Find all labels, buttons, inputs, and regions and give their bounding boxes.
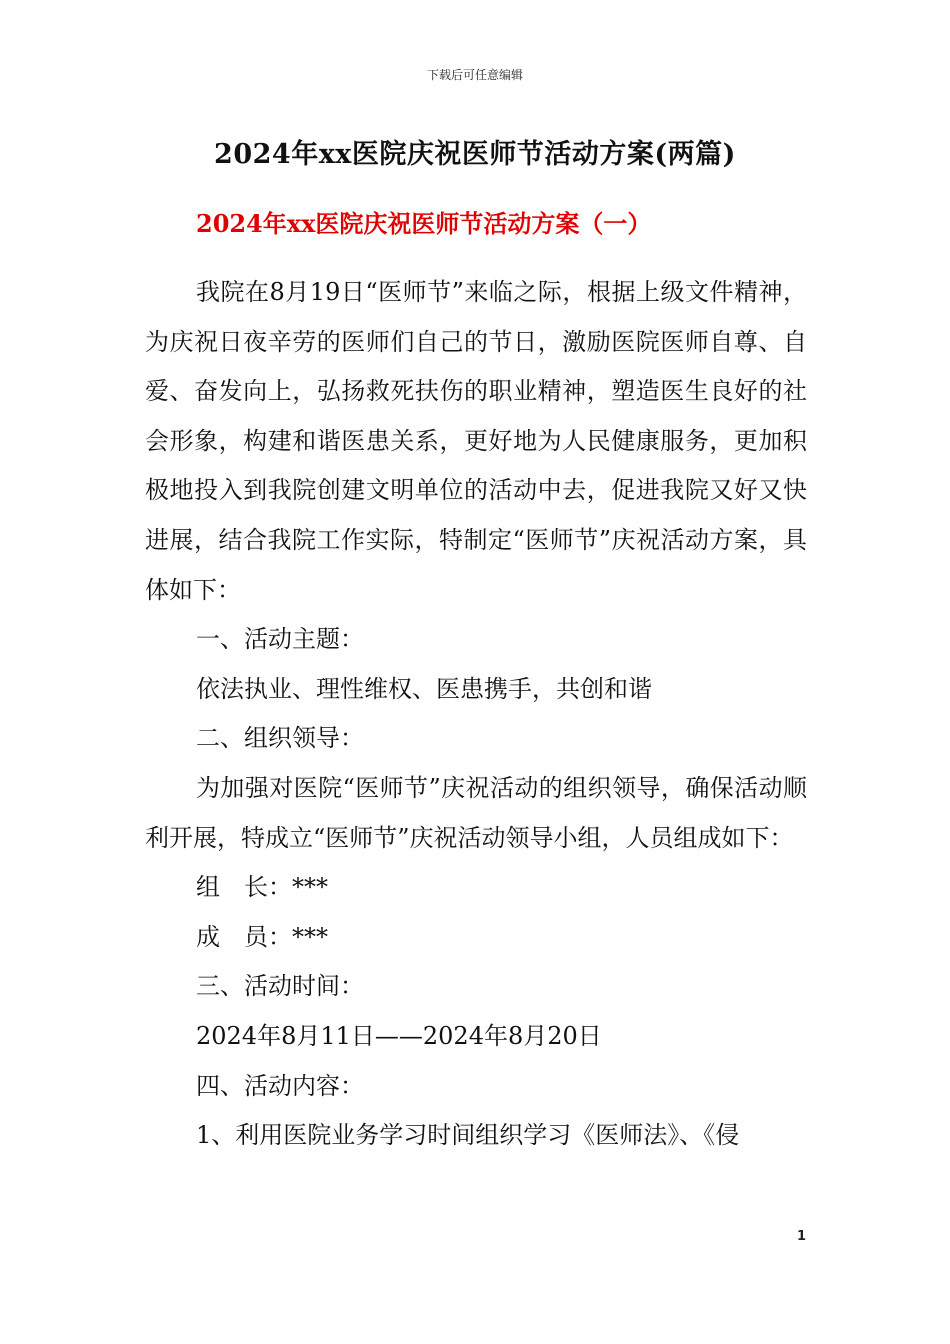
page-number: 1 xyxy=(797,1229,807,1244)
section2-heading: 二、组织领导： xyxy=(196,724,364,753)
item1-text: 1、利用医院业务学习时间组织学习《医师法》、《侵 xyxy=(196,1121,740,1150)
section2-paragraph: 为加强对医院“医师节”庆祝活动的组织领导，确保活动顺利开展，特成立“医师节”庆祝活动领导小组，人员组成如下： xyxy=(145,773,807,852)
leader-line: 组 长：*** xyxy=(196,873,328,902)
section1-text: 依法执业、理性维权、医患携手，共创和谐 xyxy=(196,674,652,703)
document-body xyxy=(145,268,807,1161)
section-subtitle: 2024年xx医院庆祝医师节活动方案（一） xyxy=(196,209,652,238)
section4-heading: 四、活动内容： xyxy=(196,1071,364,1100)
intro-paragraph: 我院在8月19日“医师节”来临之际，根据上级文件精神，为庆祝日夜辛劳的医师们自己的节日，激励医院医师自尊、自爱、奋发向上，弘扬救死扶伤的职业精神，塑造医生良好的社会形象，构建和谐医患关系，更好地为人民健康服务，更加积极地投入到我院创建文明单位的活动中去，促进我院又好又快进展，结合我院工作实际，特制定“医师节”庆祝活动方案，具体如下： xyxy=(145,278,807,604)
section3-heading: 三、活动时间： xyxy=(196,972,364,1001)
section3-text: 2024年8月11日——2024年8月20日 xyxy=(196,1021,602,1050)
member-line: 成 员：*** xyxy=(196,922,328,951)
document-title: 2024年xx医院庆祝医师节活动方案(两篇) xyxy=(214,139,736,170)
header-note: 下载后可任意编辑 xyxy=(426,68,523,82)
section1-heading: 一、活动主题： xyxy=(196,625,364,654)
